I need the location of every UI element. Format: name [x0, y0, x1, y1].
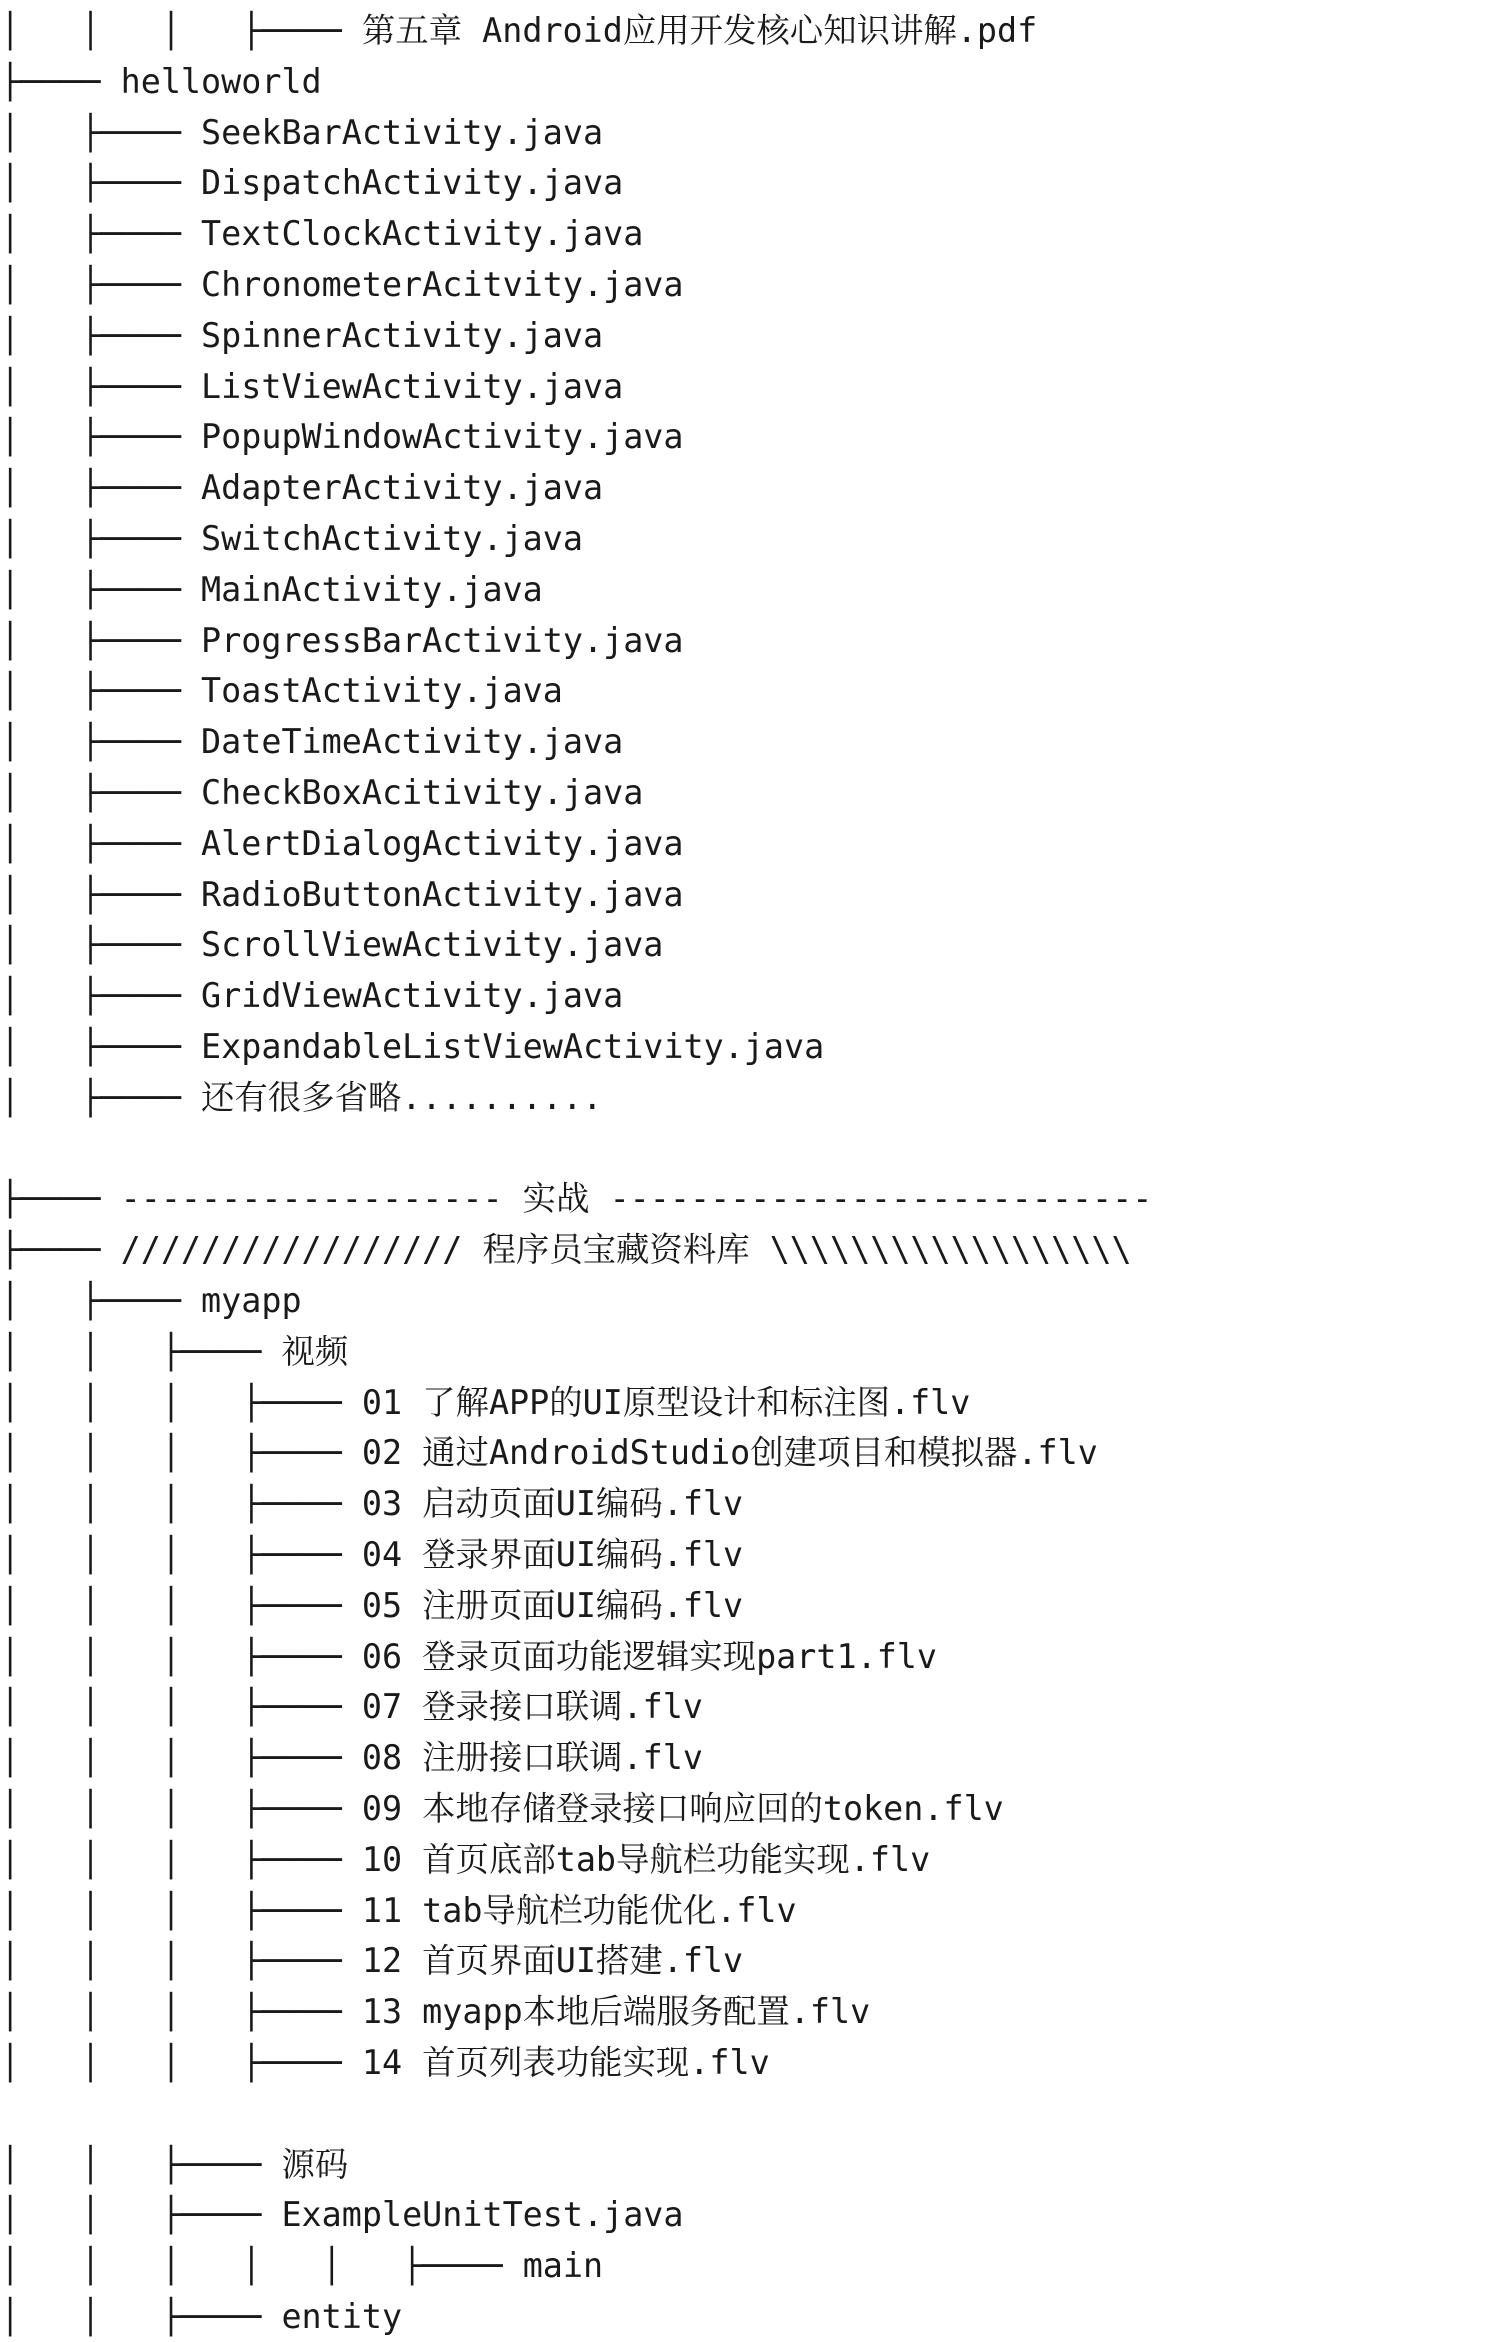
tree-entry-name: 10 首页底部tab导航栏功能实现.flv	[361, 1839, 931, 1879]
tree-branch-prefix: │ ├────	[0, 823, 202, 863]
tree-row	[0, 1987, 870, 2037]
tree-row	[0, 311, 603, 361]
tree-row	[0, 819, 684, 869]
tree-row	[0, 666, 563, 716]
tree-row	[0, 260, 684, 310]
tree-entry-name: 第五章 Android应用开发核心知识讲解.pdf	[361, 11, 1038, 50]
tree-row	[0, 1733, 703, 1783]
tree-row	[0, 870, 684, 920]
tree-row	[0, 1174, 1152, 1224]
tree-row	[0, 1530, 743, 1580]
tree-row	[0, 1886, 797, 1936]
tree-branch-prefix: │ │ │ ├────	[0, 1839, 362, 1879]
tree-branch-prefix: │ ├────	[0, 315, 202, 355]
tree-entry-name: ChronometerAcitvity.java	[201, 265, 684, 304]
tree-entry-name: helloworld	[120, 61, 322, 101]
tree-row	[0, 1835, 930, 1885]
tree-row	[0, 209, 643, 259]
tree-branch-prefix: │ ├────	[0, 1027, 202, 1066]
tree-entry-name: ///////////////// 程序员宝藏资料库 \\\\\\\\\\\\\\\\\\	[120, 1230, 1132, 1270]
tree-entry-name: SwitchActivity.java	[201, 519, 583, 558]
tree-branch-prefix: │ ├────	[0, 569, 202, 609]
tree-branch-prefix: │ ├────	[0, 1077, 202, 1117]
tree-row	[0, 1378, 970, 1428]
tree-branch-prefix: │ │ │ ├────	[0, 1535, 362, 1574]
tree-row	[0, 1784, 1004, 1834]
tree-row	[0, 920, 663, 970]
tree-row	[0, 463, 603, 513]
tree-branch-prefix: │ ├────	[0, 112, 202, 152]
tree-entry-name: CheckBoxAcitivity.java	[201, 773, 644, 812]
tree-branch-prefix: │ │ │ ├────	[0, 11, 362, 50]
tree-branch-prefix: │ │ │ ├────	[0, 1738, 362, 1778]
tree-entry-name: ScrollViewActivity.java	[201, 925, 664, 965]
tree-branch-prefix: │ │ │ ├────	[0, 1941, 362, 1981]
tree-entry-name: GridViewActivity.java	[201, 976, 624, 1016]
tree-branch-prefix: │ │ │ ├────	[0, 1890, 362, 1930]
tree-entry-name: 11 tab导航栏功能优化.flv	[361, 1890, 797, 1930]
tree-branch-prefix: ├────	[0, 1179, 121, 1219]
tree-entry-name: PopupWindowActivity.java	[201, 417, 684, 457]
tree-branch-prefix: │ ├────	[0, 671, 202, 711]
tree-row	[0, 2292, 402, 2342]
tree-entry-name: entity	[281, 2297, 403, 2336]
tree-row	[0, 2241, 603, 2291]
tree-entry-name: 09 本地存储登录接口响应回的token.flv	[361, 1789, 1004, 1828]
tree-row	[0, 2038, 770, 2088]
tree-entry-name: ToastActivity.java	[201, 671, 563, 711]
tree-entry-name: 还有很多省略..........	[201, 1077, 603, 1117]
tree-row	[0, 108, 603, 158]
tree-entry-name: myapp	[201, 1281, 302, 1320]
tree-row	[0, 1632, 937, 1682]
tree-entry-name: 13 myapp本地后端服务配置.flv	[361, 1992, 871, 2032]
tree-branch-prefix: │ │ │ ├────	[0, 1382, 362, 1422]
tree-row	[0, 412, 684, 462]
tree-branch-prefix: │ │ ├────	[0, 1331, 282, 1371]
tree-branch-prefix: │ ├────	[0, 925, 202, 965]
tree-entry-name: 12 首页界面UI搭建.flv	[361, 1941, 744, 1981]
tree-row	[0, 2190, 684, 2240]
tree-row	[0, 6, 1037, 56]
tree-entry-name: 02 通过AndroidStudio创建项目和模拟器.flv	[361, 1433, 1098, 1473]
tree-branch-prefix: │ ├────	[0, 874, 202, 914]
tree-branch-prefix: │ │ │ ├────	[0, 1636, 362, 1676]
tree-branch-prefix: │ ├────	[0, 163, 202, 203]
tree-row	[0, 362, 623, 412]
tree-branch-prefix: │ │ │ ├────	[0, 2043, 362, 2082]
tree-entry-name: AlertDialogActivity.java	[201, 823, 684, 863]
tree-branch-prefix: ├────	[0, 61, 121, 101]
tree-branch-prefix: │ ├────	[0, 773, 202, 812]
tree-entry-name: SeekBarActivity.java	[201, 112, 604, 152]
tree-branch-prefix: │ ├────	[0, 620, 202, 660]
tree-entry-name: 源码	[281, 2144, 349, 2184]
tree-entry-name: DateTimeActivity.java	[201, 722, 624, 762]
tree-branch-prefix: ├────	[0, 1230, 121, 1270]
tree-entry-name: main	[522, 2246, 604, 2286]
tree-entry-name: ExampleUnitTest.java	[281, 2195, 684, 2235]
tree-entry-name: MainActivity.java	[201, 569, 543, 609]
tree-branch-prefix: │ │ ├────	[0, 2195, 282, 2235]
tree-branch-prefix: │ ├────	[0, 214, 202, 254]
tree-entry-name: ExpandableListViewActivity.java	[201, 1027, 825, 1066]
tree-entry-name: SpinnerActivity.java	[201, 315, 604, 355]
tree-row	[0, 1936, 743, 1986]
tree-entry-name: 03 启动页面UI编码.flv	[361, 1484, 744, 1524]
tree-branch-prefix: │ │ │ │ │ ├────	[0, 2246, 523, 2286]
tree-branch-prefix: │ ├────	[0, 1281, 202, 1320]
tree-row	[0, 1276, 302, 1326]
tree-row	[0, 1682, 703, 1732]
tree-row	[0, 565, 543, 615]
tree-branch-prefix: │ │ │ ├────	[0, 1433, 362, 1473]
tree-row	[0, 717, 623, 767]
tree-entry-name: 01 了解APP的UI原型设计和标注图.flv	[361, 1382, 971, 1422]
tree-row	[0, 1022, 824, 1072]
tree-branch-prefix: │ ├────	[0, 722, 202, 762]
tree-row	[0, 57, 322, 107]
tree-entry-name: ProgressBarActivity.java	[201, 620, 684, 660]
tree-row	[0, 768, 643, 818]
tree-row	[0, 616, 684, 666]
tree-entry-name: DispatchActivity.java	[201, 163, 624, 203]
tree-row	[0, 158, 623, 208]
tree-branch-prefix: │ │ │ ├────	[0, 1992, 362, 2032]
tree-row	[0, 1327, 348, 1377]
tree-row	[0, 1225, 1132, 1275]
tree-entry-name: 视频	[281, 1331, 349, 1371]
tree-branch-prefix: │ ├────	[0, 519, 202, 558]
tree-entry-name: AdapterActivity.java	[201, 468, 604, 508]
tree-row	[0, 1479, 743, 1529]
tree-branch-prefix: │ │ │ ├────	[0, 1687, 362, 1727]
tree-entry-name: RadioButtonActivity.java	[201, 874, 684, 914]
tree-entry-name: 07 登录接口联调.flv	[361, 1687, 703, 1727]
tree-branch-prefix: │ │ │ ├────	[0, 1585, 362, 1625]
tree-branch-prefix: │ ├────	[0, 976, 202, 1016]
tree-entry-name: 04 登录界面UI编码.flv	[361, 1535, 744, 1574]
tree-branch-prefix: │ ├────	[0, 265, 202, 304]
tree-entry-name: ListViewActivity.java	[201, 366, 624, 406]
tree-entry-name: ------------------- 实战 ---------------------------	[120, 1179, 1153, 1219]
tree-branch-prefix: │ │ │ ├────	[0, 1484, 362, 1524]
tree-row	[0, 971, 623, 1021]
tree-row	[0, 1428, 1098, 1478]
tree-row	[0, 1073, 602, 1123]
tree-branch-prefix: │ ├────	[0, 417, 202, 457]
tree-entry-name: TextClockActivity.java	[201, 214, 644, 254]
tree-branch-prefix: │ │ ├────	[0, 2144, 282, 2184]
tree-branch-prefix: │ ├────	[0, 366, 202, 406]
tree-row	[0, 2140, 348, 2190]
tree-entry-name: 06 登录页面功能逻辑实现part1.flv	[361, 1636, 937, 1676]
tree-branch-prefix: │ ├────	[0, 468, 202, 508]
tree-entry-name: 08 注册接口联调.flv	[361, 1738, 703, 1778]
tree-row	[0, 514, 583, 564]
tree-branch-prefix: │ │ ├────	[0, 2297, 282, 2336]
tree-entry-name: 14 首页列表功能实现.flv	[361, 2043, 770, 2082]
tree-row	[0, 1581, 743, 1631]
tree-entry-name: 05 注册页面UI编码.flv	[361, 1585, 744, 1625]
tree-branch-prefix: │ │ │ ├────	[0, 1789, 362, 1828]
